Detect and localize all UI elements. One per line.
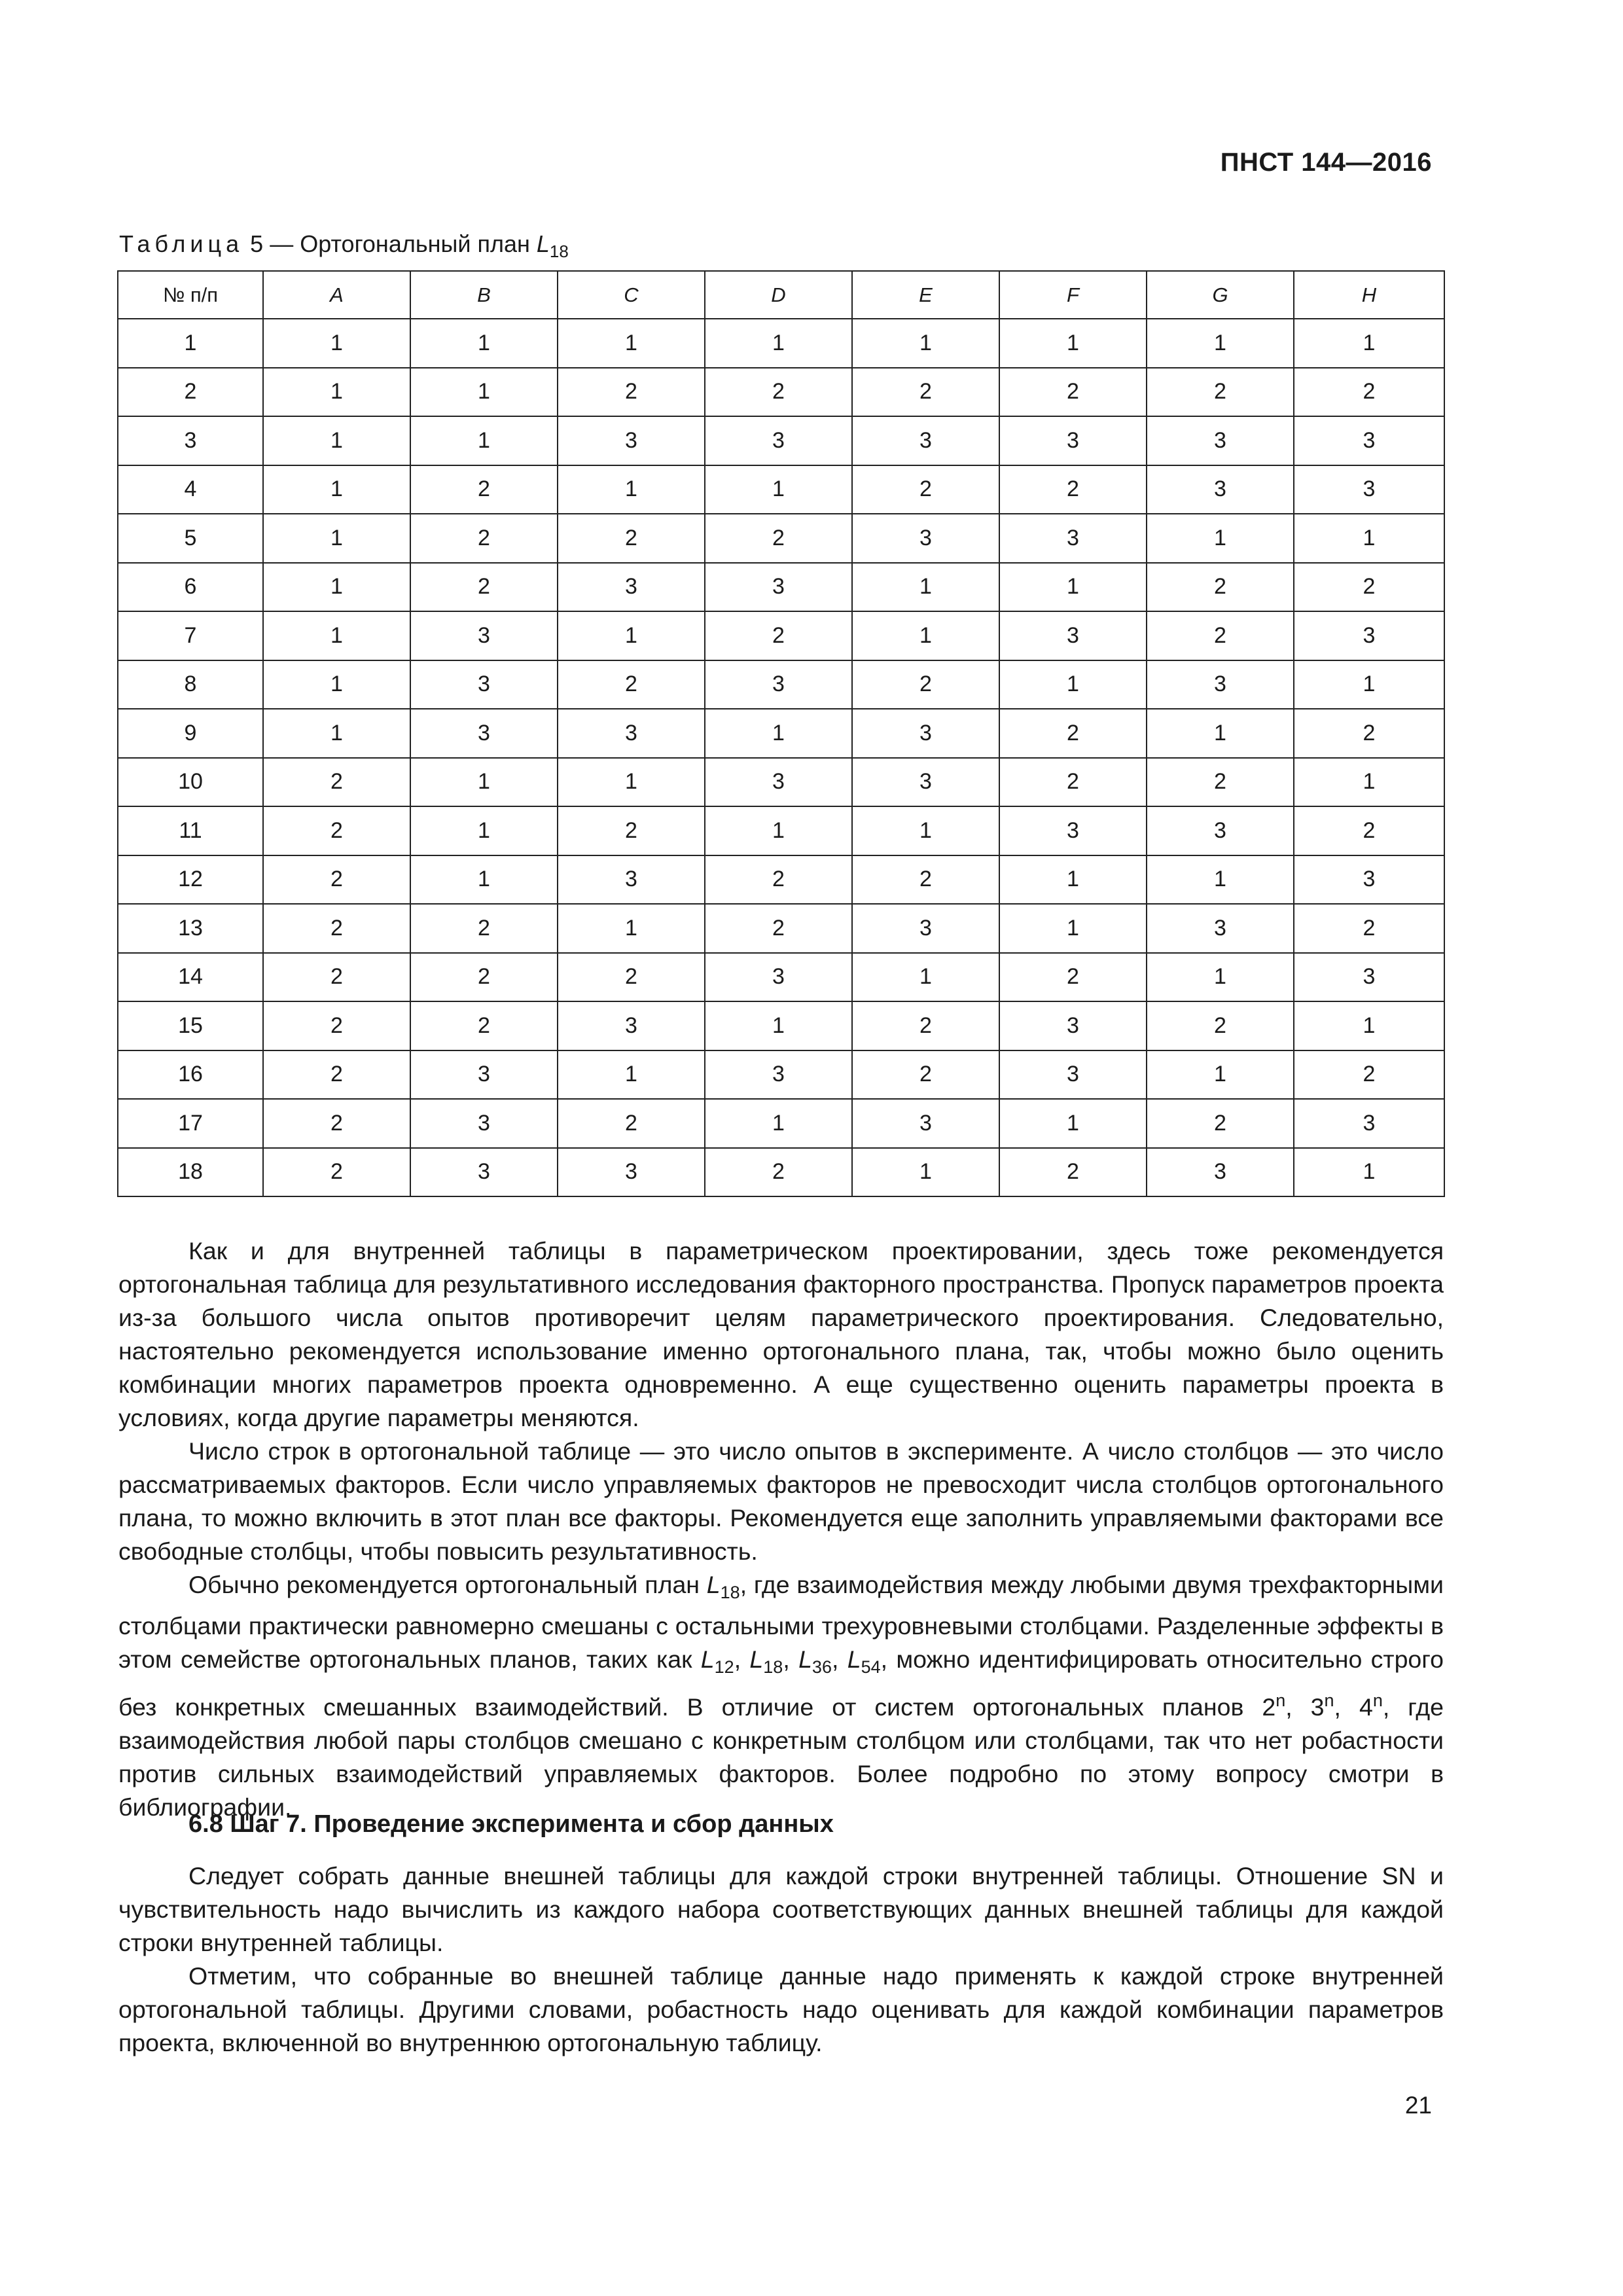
level-cell: 1 — [263, 319, 410, 368]
level-cell: 3 — [705, 1050, 852, 1100]
level-cell: 1 — [1294, 514, 1444, 563]
level-cell: 2 — [263, 806, 410, 855]
level-cell: 3 — [852, 758, 999, 807]
level-cell: 1 — [705, 465, 852, 514]
level-cell: 3 — [999, 416, 1147, 465]
level-cell: 2 — [852, 368, 999, 417]
level-cell: 2 — [852, 855, 999, 905]
table-row — [118, 806, 1444, 855]
row-number-cell: 14 — [118, 953, 263, 1002]
level-cell: 1 — [558, 319, 705, 368]
column-header-factor: A — [263, 271, 410, 319]
table-row — [118, 319, 1444, 368]
row-number-cell: 7 — [118, 611, 263, 660]
level-cell: 2 — [705, 514, 852, 563]
table-row — [118, 904, 1444, 953]
table-caption-dash: — — [270, 230, 294, 257]
row-number-cell: 5 — [118, 514, 263, 563]
paragraph-2: Число строк в ортогональной таблице — это число опытов в эксперименте. А число столбцов — это число рассматриваемых факторов. Если число управляемых факторов не превосходит числа столбцов ортогонального плана, то можно включить в этот план все факторы. Рекомендуется еще заполнить управляемыми факторами все свободные столбцы, чтобы повысить результативность. — [118, 1437, 1444, 1565]
row-number-cell: 18 — [118, 1148, 263, 1197]
level-cell: 2 — [410, 465, 558, 514]
level-cell: 3 — [558, 1001, 705, 1050]
paragraph-4: Следует собрать данные внешней таблицы для каждой строки внутренней таблицы. Отношение SN и чувствительность надо вычислить из каждого набора соответствующих данных внешней таблицы для каждой строки внутренней таблицы. — [118, 1862, 1444, 1956]
level-cell: 1 — [1294, 1148, 1444, 1197]
level-cell: 1 — [263, 416, 410, 465]
level-cell: 2 — [558, 514, 705, 563]
level-cell: 1 — [999, 660, 1147, 709]
level-cell: 2 — [410, 953, 558, 1002]
level-cell: 1 — [705, 319, 852, 368]
level-cell: 2 — [263, 953, 410, 1002]
table-row — [118, 953, 1444, 1002]
level-cell: 1 — [263, 368, 410, 417]
level-cell: 3 — [1147, 1148, 1294, 1197]
level-cell: 3 — [999, 806, 1147, 855]
level-cell: 3 — [410, 709, 558, 758]
level-cell: 1 — [852, 611, 999, 660]
level-cell: 3 — [1147, 806, 1294, 855]
table-row — [118, 758, 1444, 807]
level-cell: 2 — [1294, 709, 1444, 758]
level-cell: 2 — [1147, 1001, 1294, 1050]
orthogonal-plan-table — [117, 270, 1445, 1197]
row-number-cell: 16 — [118, 1050, 263, 1100]
level-cell: 3 — [558, 709, 705, 758]
level-cell: 1 — [410, 416, 558, 465]
column-header-factor: D — [705, 271, 852, 319]
section-heading: 6.8 Шаг 7. Проведение эксперимента и сбор данных — [188, 1810, 834, 1838]
level-cell: 3 — [999, 611, 1147, 660]
level-cell: 2 — [1147, 1099, 1294, 1148]
level-cell: 3 — [558, 563, 705, 612]
level-cell: 1 — [558, 904, 705, 953]
level-cell: 2 — [705, 611, 852, 660]
table-row — [118, 368, 1444, 417]
column-header-factor: E — [852, 271, 999, 319]
level-cell: 1 — [1294, 758, 1444, 807]
level-cell: 1 — [558, 758, 705, 807]
level-cell: 1 — [410, 758, 558, 807]
level-cell: 1 — [852, 953, 999, 1002]
level-cell: 2 — [999, 1148, 1147, 1197]
body-text-upper — [118, 1234, 1444, 1824]
row-number-cell: 17 — [118, 1099, 263, 1148]
level-cell: 3 — [852, 514, 999, 563]
page-number: 21 — [1404, 2092, 1432, 2119]
level-cell: 3 — [410, 1148, 558, 1197]
level-cell: 1 — [1294, 1001, 1444, 1050]
level-cell: 2 — [705, 855, 852, 905]
level-cell: 1 — [1147, 514, 1294, 563]
level-cell: 1 — [410, 855, 558, 905]
table-row — [118, 855, 1444, 905]
table-row — [118, 563, 1444, 612]
level-cell: 2 — [558, 368, 705, 417]
level-cell: 1 — [1147, 1050, 1294, 1100]
level-cell: 3 — [705, 416, 852, 465]
row-number-cell: 2 — [118, 368, 263, 417]
table-row — [118, 709, 1444, 758]
row-number-cell: 11 — [118, 806, 263, 855]
level-cell: 2 — [1294, 806, 1444, 855]
level-cell: 2 — [263, 1148, 410, 1197]
level-cell: 2 — [1147, 611, 1294, 660]
level-cell: 3 — [852, 709, 999, 758]
table-caption-symbol: L — [536, 230, 550, 257]
row-number-cell: 4 — [118, 465, 263, 514]
table-caption-subscript: 18 — [549, 242, 569, 261]
level-cell: 1 — [558, 1050, 705, 1100]
level-cell: 1 — [1147, 953, 1294, 1002]
level-cell: 2 — [852, 1001, 999, 1050]
paragraph-5: Отметим, что собранные во внешней таблице данные надо применять к каждой строке внутренней ортогональной таблицы. Другими словами, робастность надо оценивать для каждой комбинации параметров проекта, включенной во внутреннюю ортогональную таблицу. — [118, 1962, 1444, 2056]
level-cell: 2 — [999, 368, 1147, 417]
level-cell: 2 — [852, 1050, 999, 1100]
level-cell: 1 — [263, 465, 410, 514]
level-cell: 2 — [263, 1001, 410, 1050]
level-cell: 3 — [852, 904, 999, 953]
level-cell: 3 — [410, 1050, 558, 1100]
row-number-cell: 12 — [118, 855, 263, 905]
paragraph-3: Обычно рекомендуется ортогональный план $L_{18}$, где взаимодействия между любыми двумя трехфакторными столбцами практически равномерно смешаны с остальными трехуровневыми столбцами. Разделенные эффекты в этом семействе ортогональных планов, таких как $L_{12}$, $L_{18}$, $L_{36}$, $L_{54}$, можно идентифицировать относительно строго без конкретных смешанных взаимодействий. В отличие от систем ортогональных планов 2$^n$, 3$^n$, 4$^n$, где взаимодействия любой пары столбцов смешано с конкретным столбцом или столбцами, так что нет робастности против сильных взаимодействий управляемых факторов. Более подробно по этому вопросу смотри в библиографии. — [118, 1571, 1444, 1821]
column-header-factor: C — [558, 271, 705, 319]
column-header-factor: B — [410, 271, 558, 319]
level-cell: 2 — [852, 660, 999, 709]
level-cell: 2 — [263, 1050, 410, 1100]
table-caption-word: Таблица — [119, 230, 244, 257]
level-cell: 2 — [1147, 758, 1294, 807]
level-cell: 2 — [1294, 563, 1444, 612]
level-cell: 1 — [999, 855, 1147, 905]
table-row — [118, 1050, 1444, 1100]
table-body — [118, 319, 1444, 1196]
row-number-cell: 6 — [118, 563, 263, 612]
level-cell: 2 — [705, 1148, 852, 1197]
level-cell: 2 — [1147, 368, 1294, 417]
level-cell: 1 — [263, 660, 410, 709]
level-cell: 3 — [558, 1148, 705, 1197]
level-cell: 2 — [705, 904, 852, 953]
level-cell: 3 — [1294, 611, 1444, 660]
row-number-cell: 15 — [118, 1001, 263, 1050]
level-cell: 2 — [263, 758, 410, 807]
level-cell: 3 — [705, 758, 852, 807]
level-cell: 1 — [852, 563, 999, 612]
row-number-cell: 8 — [118, 660, 263, 709]
level-cell: 2 — [558, 1099, 705, 1148]
table-caption — [119, 230, 569, 262]
level-cell: 3 — [1294, 855, 1444, 905]
level-cell: 1 — [852, 1148, 999, 1197]
level-cell: 3 — [705, 660, 852, 709]
level-cell: 1 — [1147, 855, 1294, 905]
level-cell: 2 — [558, 660, 705, 709]
level-cell: 3 — [410, 660, 558, 709]
level-cell: 1 — [705, 1099, 852, 1148]
level-cell: 2 — [263, 855, 410, 905]
row-number-cell: 10 — [118, 758, 263, 807]
level-cell: 2 — [852, 465, 999, 514]
level-cell: 2 — [999, 953, 1147, 1002]
level-cell: 3 — [1294, 1099, 1444, 1148]
paragraph-1: Как и для внутренней таблицы в параметрическом проектировании, здесь тоже рекомендуется ортогональная таблица для результативного исследования факторного пространства. Пропуск параметров проекта из-за большого числа опытов противоречит целям параметрического проектирования. Следовательно, настоятельно рекомендуется использование именно ортогонального плана, так, чтобы можно было оценить комбинации многих параметров проекта одновременно. А еще существенно оценить параметры проекта в условиях, когда другие параметры меняются. — [118, 1237, 1444, 1431]
level-cell: 1 — [999, 904, 1147, 953]
level-cell: 2 — [999, 758, 1147, 807]
level-cell: 3 — [558, 855, 705, 905]
level-cell: 1 — [263, 611, 410, 660]
level-cell: 2 — [999, 465, 1147, 514]
row-number-cell: 1 — [118, 319, 263, 368]
table-row — [118, 514, 1444, 563]
table-row — [118, 1148, 1444, 1197]
level-cell: 2 — [558, 953, 705, 1002]
level-cell: 2 — [705, 368, 852, 417]
level-cell: 1 — [705, 709, 852, 758]
level-cell: 1 — [999, 563, 1147, 612]
column-header-factor: G — [1147, 271, 1294, 319]
level-cell: 1 — [1294, 319, 1444, 368]
level-cell: 3 — [1294, 416, 1444, 465]
level-cell: 3 — [410, 1099, 558, 1148]
level-cell: 3 — [410, 611, 558, 660]
level-cell: 3 — [852, 1099, 999, 1148]
level-cell: 3 — [1147, 465, 1294, 514]
table-row — [118, 465, 1444, 514]
table-row — [118, 1001, 1444, 1050]
level-cell: 2 — [263, 1099, 410, 1148]
level-cell: 2 — [558, 806, 705, 855]
level-cell: 3 — [1294, 465, 1444, 514]
level-cell: 2 — [410, 514, 558, 563]
level-cell: 3 — [705, 563, 852, 612]
table-row — [118, 611, 1444, 660]
level-cell: 1 — [558, 611, 705, 660]
row-number-cell: 3 — [118, 416, 263, 465]
level-cell: 1 — [852, 319, 999, 368]
level-cell: 1 — [1294, 660, 1444, 709]
level-cell: 2 — [410, 904, 558, 953]
level-cell: 3 — [1147, 904, 1294, 953]
column-header-factor: F — [999, 271, 1147, 319]
level-cell: 3 — [1147, 660, 1294, 709]
level-cell: 1 — [705, 1001, 852, 1050]
level-cell: 2 — [410, 1001, 558, 1050]
level-cell: 1 — [410, 368, 558, 417]
level-cell: 3 — [1294, 953, 1444, 1002]
level-cell: 3 — [558, 416, 705, 465]
level-cell: 1 — [558, 465, 705, 514]
level-cell: 1 — [1147, 319, 1294, 368]
level-cell: 2 — [1294, 904, 1444, 953]
level-cell: 2 — [999, 709, 1147, 758]
row-number-cell: 9 — [118, 709, 263, 758]
level-cell: 3 — [852, 416, 999, 465]
level-cell: 1 — [410, 319, 558, 368]
column-header-number: № п/п — [118, 271, 263, 319]
level-cell: 2 — [263, 904, 410, 953]
column-header-factor: H — [1294, 271, 1444, 319]
level-cell: 2 — [1294, 1050, 1444, 1100]
level-cell: 1 — [263, 514, 410, 563]
table-header-row — [118, 271, 1444, 319]
table-row — [118, 1099, 1444, 1148]
body-text-lower — [118, 1859, 1444, 2060]
level-cell: 3 — [1147, 416, 1294, 465]
level-cell: 1 — [999, 1099, 1147, 1148]
level-cell: 2 — [1294, 368, 1444, 417]
level-cell: 1 — [705, 806, 852, 855]
level-cell: 1 — [263, 563, 410, 612]
document-code: ПНСТ 144—2016 — [1220, 148, 1432, 177]
level-cell: 1 — [852, 806, 999, 855]
level-cell: 1 — [1147, 709, 1294, 758]
level-cell: 1 — [410, 806, 558, 855]
level-cell: 3 — [999, 1050, 1147, 1100]
table-row — [118, 660, 1444, 709]
row-number-cell: 13 — [118, 904, 263, 953]
level-cell: 2 — [410, 563, 558, 612]
level-cell: 3 — [705, 953, 852, 1002]
level-cell: 1 — [263, 709, 410, 758]
level-cell: 3 — [999, 1001, 1147, 1050]
level-cell: 2 — [1147, 563, 1294, 612]
level-cell: 1 — [999, 319, 1147, 368]
table-caption-title: Ортогональный план — [300, 230, 530, 257]
level-cell: 3 — [999, 514, 1147, 563]
table-caption-number: 5 — [250, 230, 264, 257]
table-row — [118, 416, 1444, 465]
